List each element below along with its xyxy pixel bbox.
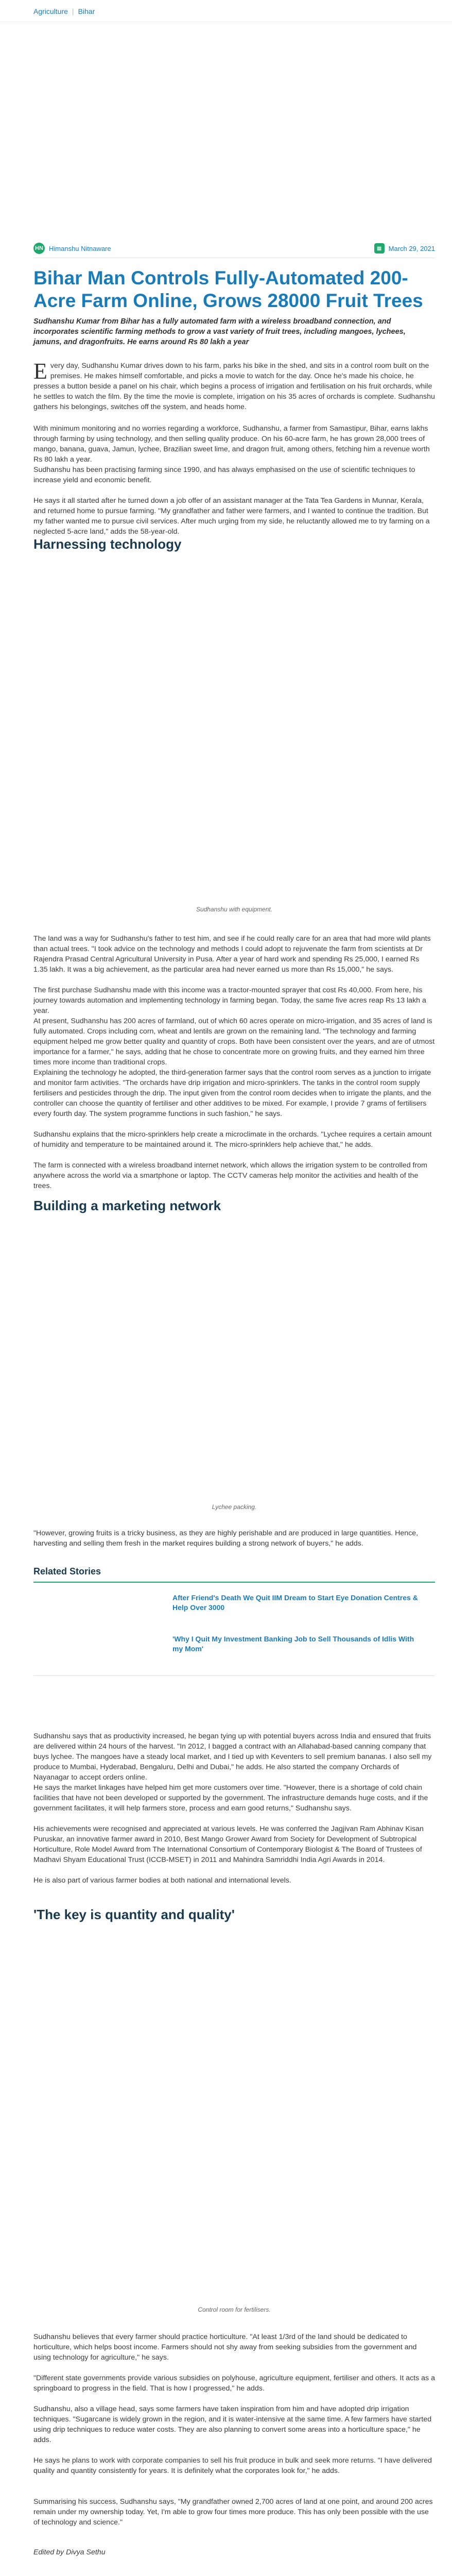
related-story-1[interactable] <box>33 1593 435 1624</box>
tech-paragraph-6: The farm is connected with a wireless broadband internet network, which allows the irrigation system to be controlled from anywhere across the world via a smartphone or laptop. The CCTV cameras help monitor the activities and health of the trees. <box>33 1161 427 1190</box>
intro-paragraph-2: With minimum monitoring and no worries regarding a workforce, Sudhanshu, a farmer from Samastipur, Bihar, earns lakhs through farming by using technology, and then selling quality produce. On his 60-acre farm, he has grown 28,000 trees of mango, banana, guava, Jamun, lychee, Brazilian sweet lime, and dragon fruit, among others, fetching him a revenue worth Rs 80 lakh a year. <box>33 425 430 464</box>
author-avatar: HN <box>33 243 45 254</box>
marketing-paragraph-3: He says the market linkages have helped him get more customers over time. "However, there is a shortage of cold chain facilities that have not been developed or supported by the government. The infrastructure demands huge costs, and if the government facilitates, it will help farmers store, process and earn good returns," Sudhanshu says. <box>33 1784 428 1812</box>
tech-paragraph-5: Sudhanshu explains that the micro-sprinklers help create a microclimate in the orchards. "Lychee requires a certain amount of humidity and temperature to be maintained around it. The micro-sprinklers help achieve that," he adds. <box>33 1130 432 1149</box>
related-stories-header <box>33 1566 435 1580</box>
marketing-paragraph-2: Sudhanshu says that as productivity increased, he began tying up with potential buyers across India and ensured that fruits are delivered within 24 hours of the harvest. "In 2012, I bagged a contract with an Allahabad-based canning company that buys lychee. The mangoes have a steady local market, and I tied up with Keventers to sell premium bananas. I also sell my produce to Mumbai, Hyderabad, Bengaluru, Delhi and Dubai," he adds. He also started the company Orchards of Nayanagar to accept orders online. <box>33 1732 432 1782</box>
author-block[interactable] <box>33 243 111 254</box>
breadcrumb-separator: | <box>72 7 74 15</box>
quality-paragraph-2: "Different state governments provide various subsidies on polyhouse, agriculture equipment, fertiliser and others. It acts as a springboard to progress in the field. That is how I progressed," he adds. <box>33 2374 435 2393</box>
breadcrumb-place-link[interactable]: Bihar <box>78 7 95 15</box>
image-caption-lychee: Lychee packing. <box>212 1503 257 1511</box>
quality-paragraph-1: Sudhanshu believes that every farmer should practice horticulture. "At least 1/3rd of the land should be dedicated to horticulture, which helps boost income. Farmers should not shy away from seeking subsidies from the government and using technology for agriculture," he says. <box>33 2333 417 2362</box>
image-caption-equipment: Sudhanshu with equipment. <box>196 906 273 913</box>
quality-paragraph-5: Summarising his success, Sudhanshu says, "My grandfather owned 2,700 acres of land at one point, and around 200 acres remain under my ownership today. Yet, I'm able to grow four times more produce. This has only been possible with the use of technology and science." <box>33 2498 433 2527</box>
tech-paragraph-2: The first purchase Sudhanshu made with this income was a tractor-mounted sprayer that cost Rs 40,000. From here, his journey towards automation and implementing technology in farming began. Today, the same five acres reap Rs 13 lakh a year. <box>33 986 426 1015</box>
related-stories-title: Related Stories <box>33 1566 101 1577</box>
section-heading-technology: Harnessing technology <box>33 536 182 552</box>
intro-paragraph-3: Sudhanshu has been practising farming since 1990, and has always emphasised on the use of scientific techniques to increase yield and economic benefit. <box>33 466 415 484</box>
tech-paragraph-1: The land was a way for Sudhanshu's father to test him, and see if he could really care for an area that had more wild plants than actual trees. "I took advice on the technology and methods I could adopt to rejuvenate the farm from scientists at Dr Rajendra Prasad Central Agricultural University in Pusa. After a year of hard work and spending Rs 25,000, I earned Rs 1.35 lakh. It was a big achievement, as the particular area had never earned us more than Rs 15,000," he says. <box>33 935 431 974</box>
publish-date: March 29, 2021 <box>388 244 435 252</box>
related-divider <box>33 1582 435 1583</box>
quality-paragraph-3: Sudhanshu, also a village head, says some farmers have taken inspiration from him and have adopted drip irrigation techniques. "Sugarcane is widely grown in the region, and it is water-intensive at the same time. A few farmers have started using drip techniques to reduce water costs. They are also planning to convert some areas into a horticulture space," he adds. <box>33 2405 432 2444</box>
marketing-paragraph-4: His achievements were recognised and appreciated at various levels. He was conferred the Jagjivan Ram Abhinav Kisan Puruskar, an innovative farmer award in 2010, Best Mango Grower Award from Society for Development of Subtropical Horticulture, Role Model Award from The International Consortium of Contemporary Biologist & The Board of Trustees of Madhavi Shyam Educational Trust (ICCB-MSET) in 2011 and Mahindra Samriddhi India Agri Awards in 2014. <box>33 1825 424 1864</box>
related-story-2-thumbnail[interactable] <box>33 1634 157 1665</box>
section-heading-quality: 'The key is quantity and quality' <box>33 1907 235 1922</box>
article-image-lychee <box>33 1222 435 1500</box>
intro-paragraph-4: He says it all started after he turned down a job offer of an assistant manager at the Tata Tea Gardens in Munnar, Kerala, and returned home to pursue farming. "My grandfather and father were farmers, and I wanted to continue the tradition. But my father wanted me to pursue civil services. After much urging from my side, he reluctantly allowed me to try farming on a neglected 5-acre land," adds the 58-year-old. <box>33 497 430 536</box>
intro-paragraph-1: Every day, Sudhanshu Kumar drives down to his farm, parks his bike in the shed, and sits in a control room built on the premises. He makes himself comfortable, and picks a movie to watch for the day. Once he's made his choice, he presses a button beside a panel on his chair, which begins a process of irrigation and fertilisation on his fruit orchards, while he settles to watch the film. By the time the movie is complete, irrigation on his 35 acres of orchards is complete. Sudhanshu gathers his belongings, switches off the system, and heads home. <box>33 359 435 411</box>
dropcap-letter: E <box>33 359 47 384</box>
article-subtitle: Sudhanshu Kumar from Bihar has a fully automated farm with a wireless broadband connection, and incorporates scientific farming methods to grow a vast variety of fruit trees, including mangoes, lychees, jamuns, and dragonfruits. He earns around Rs 80 lakh a year <box>33 317 406 346</box>
marketing-paragraph-5: He is also part of various farmer bodies at both national and international levels. <box>33 1876 291 1885</box>
image-caption-control-room: Control room for fertilisers. <box>198 2306 271 2313</box>
date-block <box>374 243 435 253</box>
article-meta <box>33 242 435 255</box>
marketing-paragraph-1: "However, growing fruits is a tricky business, as they are highly perishable and are produced in large quantities. Hence, harvesting and selling them fresh in the market requires building a strong network of buyers," he adds. <box>33 1529 419 1548</box>
tech-paragraph-3: At present, Sudhanshu has 200 acres of farmland, out of which 60 acres operate on micro-irrigation, and 35 acres of land is fully automated. Crops including corn, wheat and lentils are grown on the remaining land. "The technology and farming equipment helped me grow better quality and quantity of crops. Both have been consistent over the years, and are of utmost importance for a farmer," he says, adding that he chose to concentrate more on growing fruits, and they earned him three times more income than traditional crops. <box>33 1017 435 1066</box>
calendar-icon: ▦ <box>374 243 385 253</box>
related-story-1-thumbnail[interactable] <box>33 1593 157 1624</box>
related-story-2-link[interactable]: 'Why I Quit My Investment Banking Job to Sell Thousands of Idlis With my Mom' <box>172 1635 414 1653</box>
article-image-control-room <box>33 1932 435 2303</box>
author-name[interactable]: Himanshu Nitnaware <box>49 244 111 252</box>
related-story-1-link[interactable]: After Friend's Death We Quit IIM Dream to Start Eye Donation Centres & Help Over 3000 <box>172 1594 418 1612</box>
related-bottom-divider <box>33 1675 435 1676</box>
article-image-equipment <box>33 562 435 902</box>
tech-paragraph-4: Explaining the technology he adopted, the third-generation farmer says that the control room serves as a junction to irrigate and monitor farm activities. "The orchards have drip irrigation and micro-sprinklers. The tanks in the control room supply fertilisers and pesticides through the drip. The input given from the control room decides when to irrigate the plants, and the controller can choose the quantity of fertiliser and other additives to be mixed. For example, I provide 7 grams of fertilisers every fourth day. The system programme functions in such fashion," he says. <box>33 1069 431 1118</box>
related-story-2[interactable] <box>33 1634 435 1665</box>
section-heading-marketing: Building a marketing network <box>33 1198 221 1213</box>
breadcrumb-section-link[interactable]: Agriculture <box>33 7 68 15</box>
quality-paragraph-4: He says he plans to work with corporate companies to sell his fruit produce in bulk and seek more returns. "I have delivered quality and quantity consistently for years. It is definitely what the corporates look for," he adds. <box>33 2456 432 2475</box>
article-title: Bihar Man Controls Fully-Automated 200-Acre Farm Online, Grows 28000 Fruit Trees <box>33 267 423 311</box>
breadcrumb <box>33 7 435 15</box>
editor-credit: Edited by Divya Sethu <box>33 2548 106 2556</box>
